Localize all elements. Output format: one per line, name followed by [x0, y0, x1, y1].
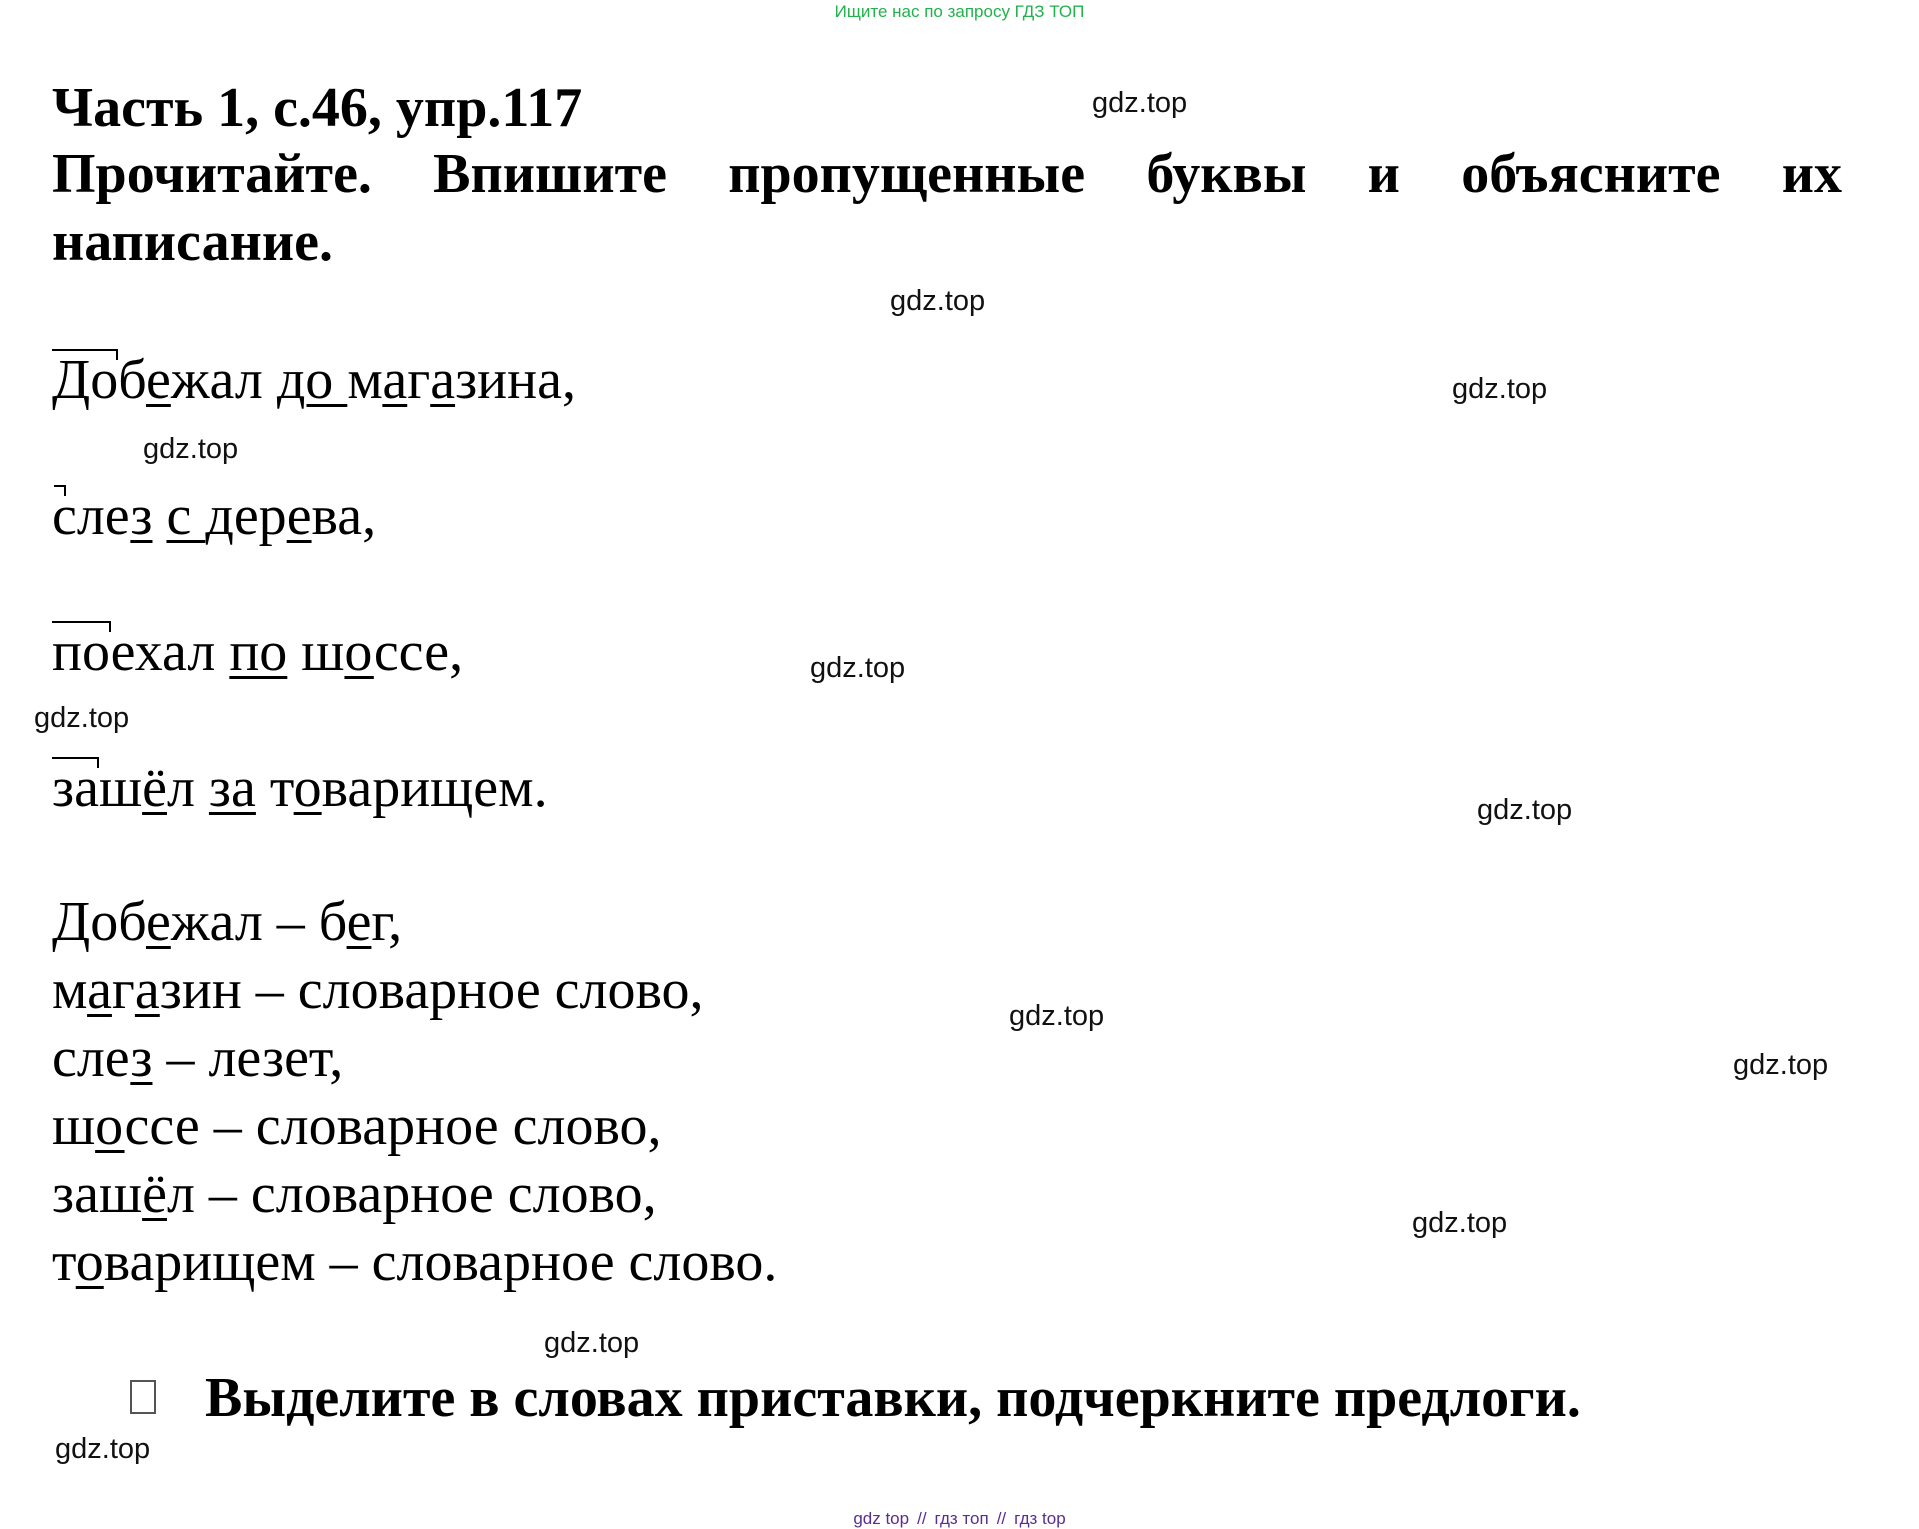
text-part: дер [205, 485, 287, 547]
explanation-2 [52, 958, 704, 1022]
underlined-letter: а [87, 959, 112, 1021]
text-part: м [347, 349, 383, 411]
watermark: gdz.top [1477, 794, 1573, 826]
text-part: м [52, 959, 88, 1021]
explanation-1 [52, 890, 402, 954]
watermark: gdz.top [1733, 1049, 1829, 1081]
footer-separator: // [917, 1509, 927, 1528]
watermark: gdz.top [1092, 87, 1188, 119]
watermark: gdz.top [1412, 1207, 1508, 1239]
text-part: г [111, 959, 135, 1021]
text-part: заш [52, 1163, 143, 1225]
text-part: л [166, 757, 209, 819]
text-part: зин – словарное слово, [159, 959, 704, 1021]
underlined-letter: з [130, 1027, 153, 1089]
watermark: gdz.top [1009, 1000, 1105, 1032]
sentence-4 [52, 756, 548, 820]
watermark: gdz.top [143, 433, 239, 465]
top-banner[interactable]: Ищите нас по запросу ГДЗ ТОП [834, 2, 1085, 21]
text-part: л – словарное слово, [166, 1163, 657, 1225]
underlined-letter: ё [142, 1163, 167, 1225]
text-part: варищем. [321, 757, 548, 819]
watermark: gdz.top [890, 285, 986, 317]
watermark: gdz.top [544, 1327, 640, 1359]
text-part: жал [170, 349, 277, 411]
sentence-1 [52, 348, 576, 412]
explanation-6 [52, 1230, 777, 1294]
text-part: ссе – словарное слово, [124, 1095, 662, 1157]
preposition: за [208, 757, 256, 819]
prefix-mark: До [52, 349, 119, 411]
text-part: зина, [455, 349, 576, 411]
footer-links [0, 1509, 1919, 1529]
checkbox-icon [130, 1380, 156, 1414]
watermark: gdz.top [55, 1433, 151, 1465]
underlined-letter: о [95, 1095, 125, 1157]
sentence-3 [52, 620, 463, 684]
underlined-letter: е [145, 891, 171, 953]
text-part: варищем – словарное слово. [103, 1231, 778, 1293]
underlined-letter: а [382, 349, 408, 411]
watermark: gdz.top [1452, 373, 1548, 405]
task-line-1: Прочитайте. Впишите пропущенные буквы и объясните их [52, 143, 1842, 205]
underlined-letter: о [344, 621, 374, 683]
task-line-2: написание. [52, 211, 333, 273]
text-part: ва, [311, 485, 377, 547]
underlined-letter: а [134, 959, 160, 1021]
explanation-5 [52, 1162, 657, 1226]
underlined-letter: е [346, 891, 372, 953]
text-part: ш [287, 621, 345, 683]
text-part: жал – б [170, 891, 347, 953]
text-part: – лезет, [152, 1027, 344, 1089]
text-part: г [407, 349, 431, 411]
footer-link[interactable]: gdz top [853, 1509, 910, 1528]
explanation-3 [52, 1026, 343, 1090]
text-part: сле [52, 1027, 131, 1089]
watermark: gdz.top [810, 652, 906, 684]
underlined-letter: з [130, 485, 153, 547]
watermark: gdz.top [34, 702, 130, 734]
text-part: т [255, 757, 294, 819]
text-part: ш [52, 1095, 96, 1157]
sentence-2 [52, 484, 376, 548]
underlined-letter: а [430, 349, 456, 411]
text-part: ехал [110, 621, 230, 683]
prefix-mark: с [52, 485, 77, 547]
text-part: ссе, [373, 621, 464, 683]
prefix-mark: за [52, 757, 99, 819]
preposition: с [166, 485, 206, 547]
text-part: Доб [52, 891, 146, 953]
text-part: т [52, 1231, 76, 1293]
prefix-mark: по [52, 621, 111, 683]
final-task: Выделите в словах приставки, подчеркните предлоги. [205, 1367, 1581, 1429]
explanation-4 [52, 1094, 662, 1158]
preposition: по [229, 621, 288, 683]
preposition: до [276, 349, 348, 411]
footer-link[interactable]: гдз топ [934, 1509, 989, 1528]
underlined-letter: е [145, 349, 171, 411]
text-part [152, 485, 166, 547]
text-part: ш [98, 757, 143, 819]
footer-separator: // [996, 1509, 1007, 1528]
text-part: г, [371, 891, 403, 953]
underlined-letter: ё [142, 757, 167, 819]
underlined-letter: о [75, 1231, 104, 1293]
task-text [52, 140, 1842, 276]
underlined-letter: о [293, 757, 322, 819]
page-title: Часть 1, с.46, упр.117 [52, 77, 583, 139]
text-part: ле [76, 485, 131, 547]
underlined-letter: е [286, 485, 312, 547]
text-part: б [118, 349, 146, 411]
footer-link[interactable]: гдз top [1014, 1509, 1066, 1528]
